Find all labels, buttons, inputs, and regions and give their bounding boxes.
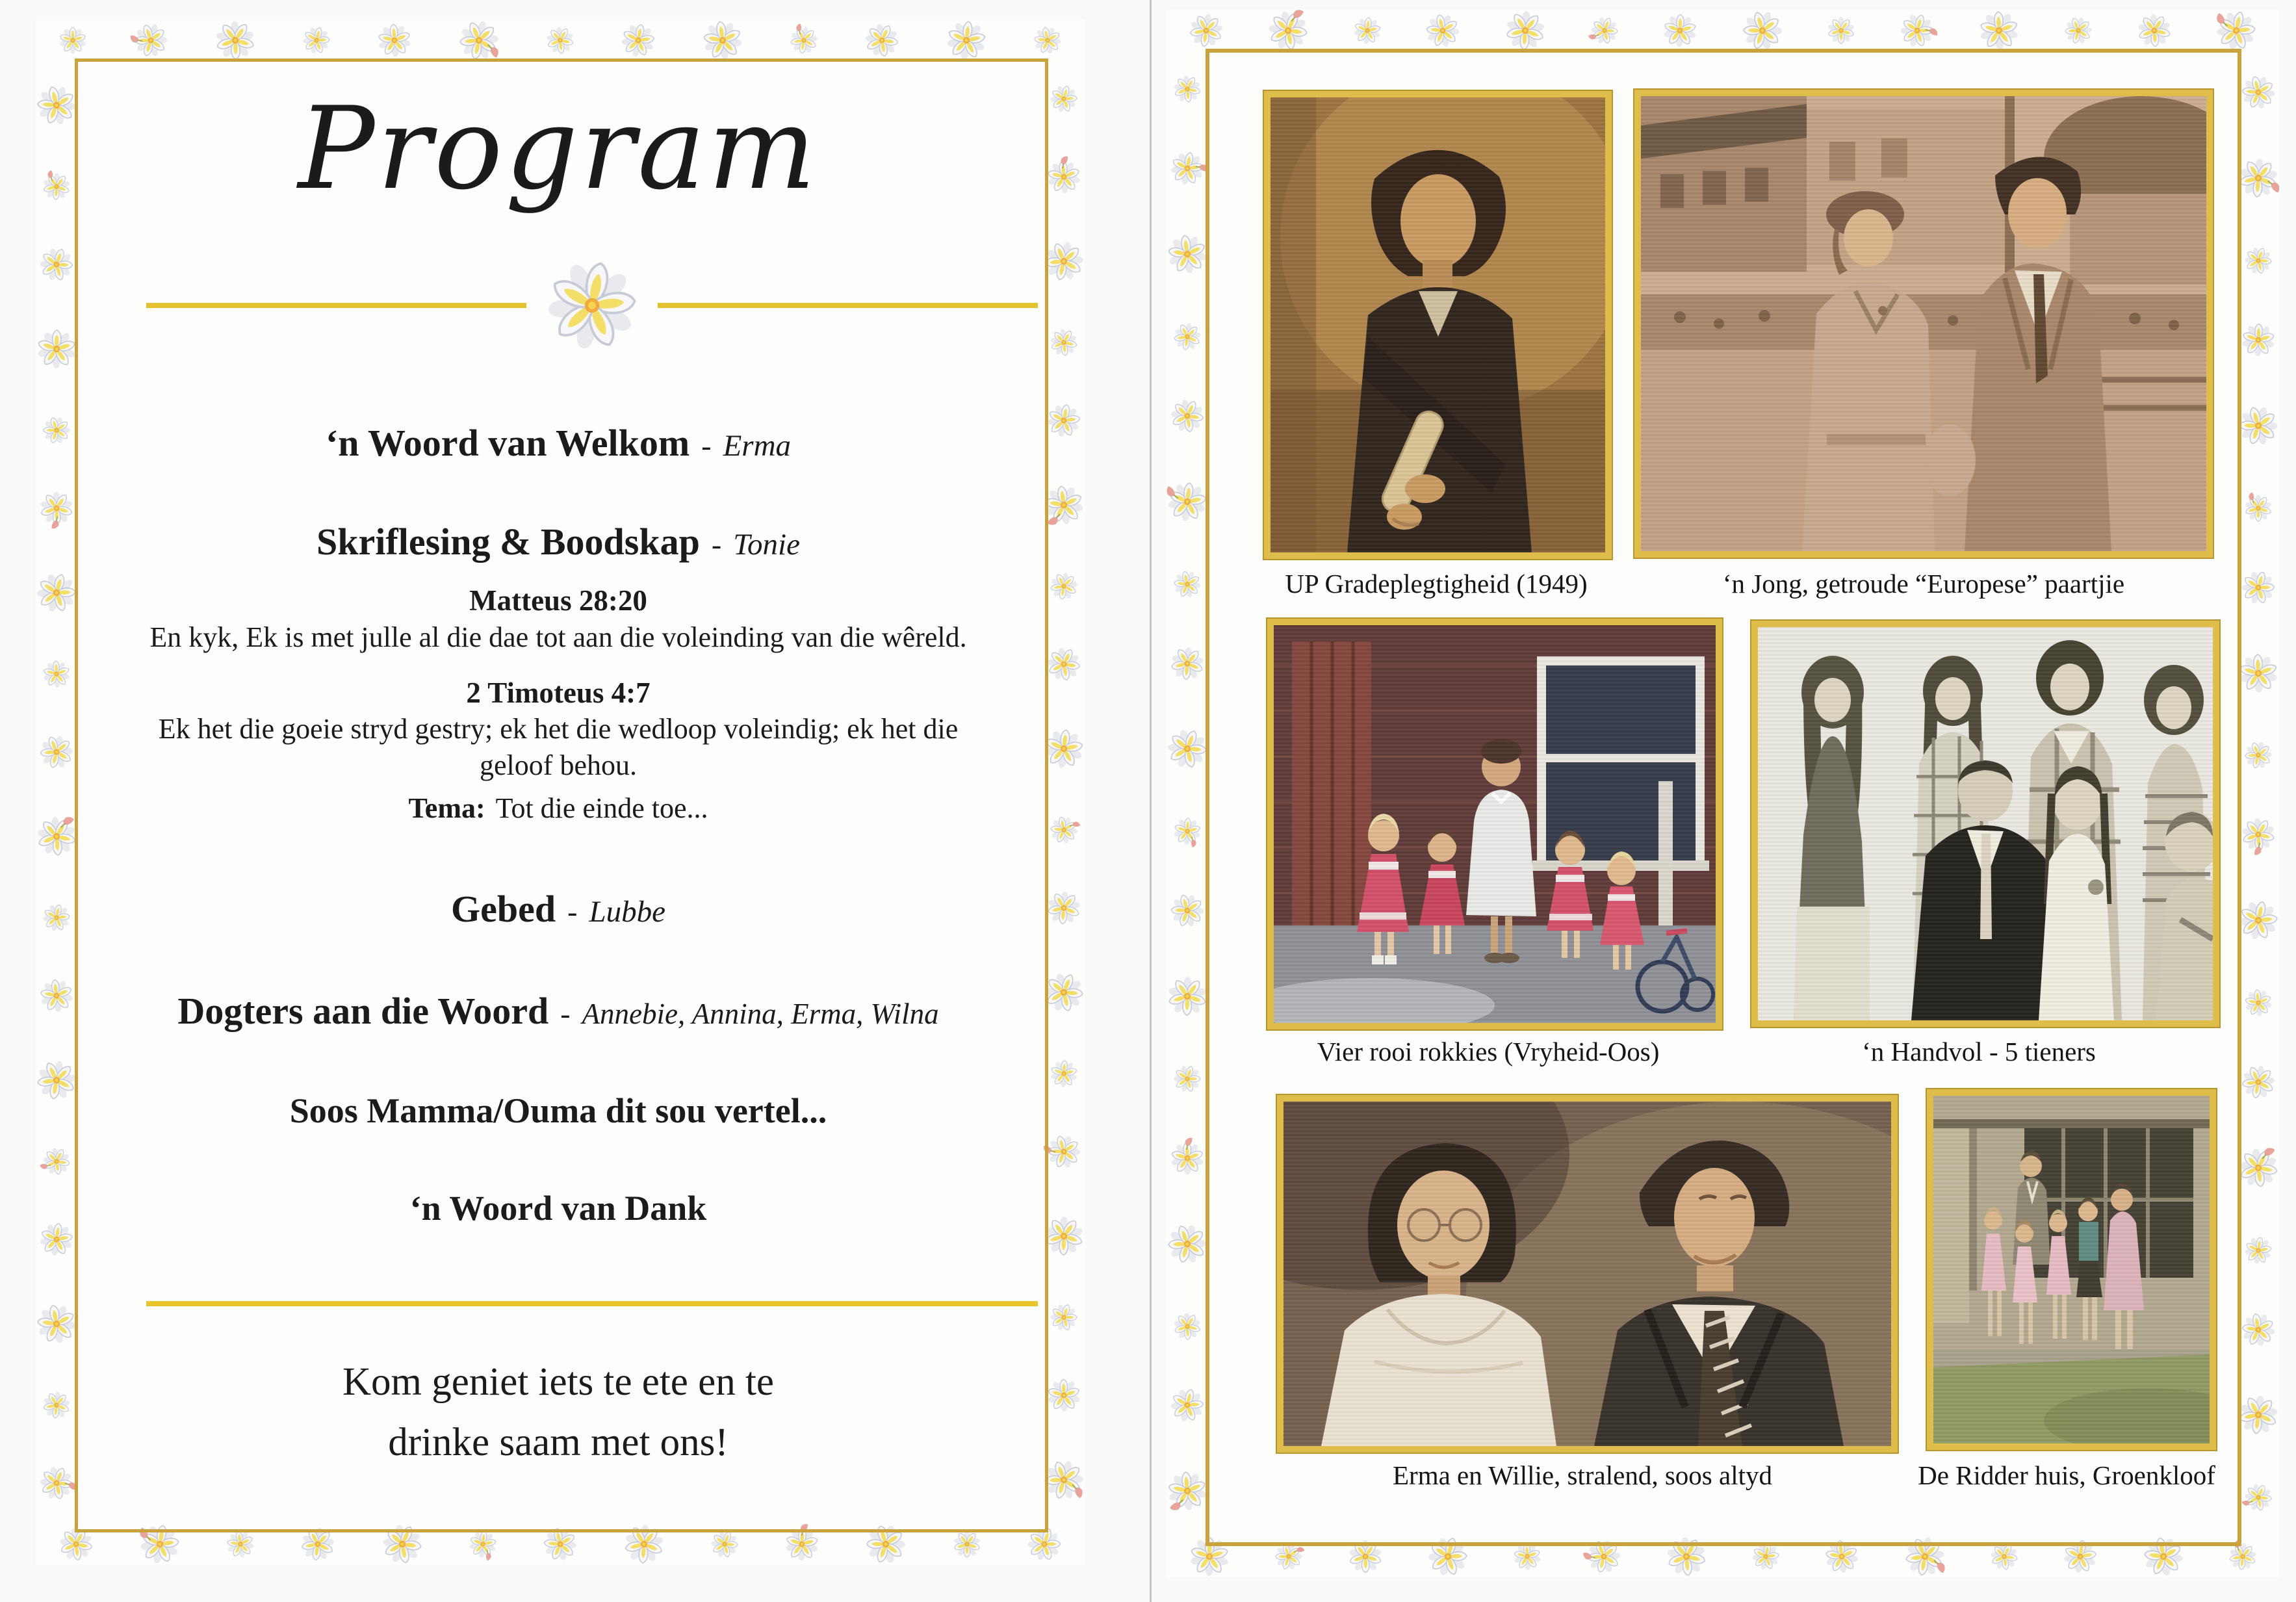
photo-caption: ‘n Jong, getroude “Europese” paartjie	[1722, 569, 2125, 599]
plumeria-flower-icon	[36, 1293, 77, 1354]
border-flower	[620, 22, 656, 58]
tema-label: Tema:	[408, 792, 485, 824]
border-flower	[2240, 569, 2277, 606]
young-married-couple-image	[1641, 96, 2206, 551]
plumeria-flower-icon	[36, 1218, 77, 1260]
border-flower	[42, 659, 71, 689]
plumeria-flower-icon	[1043, 886, 1085, 929]
handful-five-teenagers-image	[1758, 627, 2213, 1020]
border-flower	[2238, 899, 2279, 942]
border-flower	[36, 815, 77, 858]
plumeria-flower-icon	[2238, 1309, 2278, 1350]
border-flower	[36, 328, 77, 370]
de-ridder-house-image	[1933, 1096, 2210, 1443]
border-flower	[2243, 988, 2273, 1018]
plumeria-flower-icon	[1048, 83, 1079, 114]
plumeria-flower-icon	[36, 974, 77, 1017]
plumeria-flower-icon	[2239, 983, 2278, 1023]
item-dash: -	[567, 895, 578, 928]
tema-text: Tot die einde toe...	[495, 792, 708, 824]
border-flower	[38, 490, 75, 526]
plumeria-flower-icon	[2243, 740, 2274, 771]
plumeria-flower-icon	[1043, 1457, 1085, 1501]
border-flower	[1043, 484, 1085, 526]
plumeria-flower-icon	[37, 167, 75, 205]
plumeria-flower-icon	[40, 1388, 73, 1421]
border-flower	[1169, 150, 1206, 187]
plumeria-flower-icon	[1043, 480, 1085, 529]
plumeria-flower-icon	[1167, 229, 1208, 279]
border-flower	[1043, 971, 1085, 1014]
plumeria-flower-icon	[1496, 10, 1555, 51]
item-presenter: Lubbe	[589, 895, 665, 929]
border-flower	[1043, 727, 1085, 770]
floral-border-strip	[36, 19, 1085, 61]
border-flower	[1049, 571, 1079, 601]
border-flower	[1043, 1458, 1085, 1501]
plumeria-flower-icon	[1043, 643, 1084, 684]
border-flower	[1169, 645, 1206, 682]
border-flower	[38, 1221, 75, 1258]
border-flower	[1049, 815, 1079, 845]
border-flower	[36, 1302, 77, 1345]
border-flower	[1267, 10, 1309, 51]
plumeria-flower-icon	[1031, 24, 1064, 57]
plumeria-flower-icon	[2239, 489, 2277, 527]
plumeria-flower-icon	[2238, 1057, 2279, 1107]
border-flower	[1352, 16, 1382, 45]
item-label: Gebed	[451, 888, 556, 930]
plumeria-flower-icon	[1167, 317, 1207, 357]
photo-young-married-couple	[1634, 90, 2213, 558]
border-flower	[1169, 892, 1206, 929]
item-presenter: Tonie	[733, 528, 800, 562]
plumeria-flower-icon	[936, 19, 996, 61]
plumeria-flower-icon	[2239, 321, 2277, 359]
border-flower	[2243, 246, 2273, 276]
plumeria-flower-icon	[456, 19, 502, 61]
plumeria-flower-icon	[1167, 1380, 1208, 1430]
border-flower	[468, 1529, 498, 1559]
border-flower	[38, 977, 75, 1014]
plumeria-flower-icon	[1423, 11, 1463, 51]
border-flower	[42, 903, 71, 933]
border-flower	[226, 1529, 255, 1559]
border-flower	[1741, 10, 1784, 51]
photo-caption: UP Gradeplegtigheid (1949)	[1285, 569, 1588, 599]
plumeria-flower-icon	[1043, 1370, 1085, 1421]
border-flower	[2243, 493, 2273, 523]
border-flower	[1167, 233, 1208, 276]
plumeria-flower-icon	[2059, 11, 2097, 49]
border-flower	[2215, 10, 2258, 51]
plumeria-flower-icon	[36, 813, 77, 860]
plumeria-flower-icon	[36, 482, 77, 533]
plumeria-flower-icon	[1181, 10, 1230, 51]
border-flower	[701, 19, 744, 61]
border-flower	[1172, 74, 1202, 104]
plumeria-flower-icon	[1167, 1217, 1208, 1271]
plumeria-flower-icon	[1346, 10, 1388, 51]
border-flower	[1425, 12, 1461, 49]
border-flower	[2238, 1146, 2279, 1189]
plumeria-flower-icon	[2238, 69, 2279, 116]
border-flower	[952, 1529, 982, 1559]
scripture-text: En kyk, Ek is met julle al die dae tot aan die voleinding van die wêreld.	[149, 621, 967, 653]
border-flower	[2240, 322, 2277, 358]
plumeria-flower-icon	[2129, 10, 2179, 51]
border-flower	[1043, 240, 1085, 283]
border-flower	[302, 25, 331, 55]
item-label: Skriflesing & Boodskap	[316, 521, 700, 563]
plumeria-flower-icon	[1043, 962, 1085, 1022]
plumeria-flower-icon	[298, 21, 336, 59]
border-flower	[58, 25, 88, 55]
photo-erma-and-willie	[1277, 1095, 1898, 1453]
divider-line	[146, 303, 526, 308]
plumeria-flower-icon	[1171, 73, 1204, 106]
plumeria-flower-icon	[1263, 10, 1313, 51]
scripture-reference: 2 Timoteus 4:7	[466, 677, 651, 709]
border-flower	[214, 19, 257, 61]
plumeria-flower-icon	[1892, 10, 1942, 51]
border-flower	[1167, 1222, 1208, 1265]
plumeria-flower-icon	[36, 1458, 77, 1508]
border-flower	[1662, 12, 1698, 49]
program-item-gebed	[78, 887, 1038, 931]
photo-de-ridder-house	[1927, 1089, 2216, 1450]
border-flower	[2063, 16, 2093, 45]
item-presenter: Annebie, Annina, Erma, Wilna	[582, 998, 939, 1030]
border-flower	[1046, 646, 1082, 682]
plumeria-flower-icon	[36, 242, 77, 287]
border-flower	[376, 22, 413, 58]
plumeria-flower-icon	[1168, 812, 1206, 851]
border-flower	[864, 22, 900, 58]
plumeria-flower-icon	[36, 1051, 77, 1108]
plumeria-flower-icon	[2238, 1144, 2279, 1193]
border-flower	[1172, 1064, 1202, 1094]
border-flower	[1899, 12, 1935, 49]
plumeria-flower-icon	[1168, 643, 1207, 683]
border-flower	[2136, 12, 2173, 49]
plumeria-flower-icon	[1043, 235, 1085, 287]
plumeria-flower-icon	[42, 415, 71, 445]
plumeria-flower-icon	[58, 25, 88, 55]
plumeria-flower-icon	[1167, 476, 1208, 526]
plumeria-flower-icon	[36, 75, 77, 135]
plumeria-flower-icon	[1658, 10, 1703, 51]
plumeria-flower-icon	[860, 19, 903, 61]
border-flower	[1049, 328, 1079, 357]
plumeria-flower-icon	[2238, 1386, 2279, 1445]
border-flower	[1049, 1059, 1079, 1089]
plumeria-flower-icon	[2238, 643, 2279, 703]
border-flower	[1172, 816, 1202, 846]
border-flower	[1049, 1302, 1079, 1332]
floral-border-strip	[2238, 51, 2279, 1536]
plumeria-flower-icon	[125, 19, 176, 61]
plumeria-flower-icon	[36, 1141, 77, 1182]
plumeria-flower-icon	[1043, 719, 1085, 778]
plumeria-flower-icon	[1043, 1126, 1085, 1177]
photo-caption: ‘n Handvol - 5 tieners	[1862, 1037, 2096, 1066]
border-flower	[458, 19, 500, 61]
plumeria-flower-icon	[2213, 10, 2260, 51]
erma-and-willie-image	[1283, 1102, 1891, 1446]
border-flower	[2238, 157, 2279, 200]
program-item-dogters	[78, 989, 1038, 1033]
item-dash: -	[701, 429, 712, 462]
closing-divider-rule	[146, 1301, 1038, 1306]
border-flower	[36, 84, 77, 127]
border-flower	[2243, 740, 2273, 770]
border-flower	[2238, 404, 2279, 447]
closing-invitation-line2: drinke saam met ons!	[388, 1421, 729, 1464]
border-flower	[38, 734, 75, 770]
border-flower	[42, 415, 71, 445]
scripture-reference: Matteus 28:20	[469, 584, 647, 617]
plumeria-flower-icon	[617, 19, 660, 61]
border-flower	[1590, 16, 1619, 45]
plumeria-flower-icon	[2238, 895, 2279, 946]
plumeria-flower-icon	[1167, 1133, 1208, 1183]
border-flower	[1167, 1469, 1208, 1512]
plumeria-flower-icon	[543, 257, 641, 354]
border-flower	[42, 1146, 71, 1176]
plumeria-flower-icon	[1167, 888, 1208, 933]
border-flower	[1169, 398, 1206, 434]
closing-invitation-line1: Kom geniet iets te ete en te	[342, 1360, 774, 1404]
border-flower	[1188, 12, 1224, 49]
border-flower	[1978, 10, 2020, 51]
border-flower	[1826, 16, 1856, 45]
item-dash: -	[560, 997, 571, 1030]
border-flower	[1167, 480, 1208, 523]
plumeria-flower-icon	[1043, 565, 1085, 607]
border-flower	[1169, 1140, 1206, 1176]
border-flower	[1046, 890, 1082, 926]
photo-up-graduation	[1264, 91, 1612, 559]
floral-border-strip	[1043, 61, 1085, 1523]
program-item-dank: ‘n Woord van Dank	[409, 1189, 707, 1228]
plumeria-flower-icon	[1167, 1468, 1208, 1515]
border-flower	[1504, 10, 1547, 51]
plumeria-flower-icon	[37, 654, 75, 693]
plumeria-flower-icon	[1733, 10, 1792, 51]
border-flower	[38, 246, 75, 283]
plumeria-flower-icon	[1167, 966, 1208, 1026]
border-flower	[1172, 322, 1202, 352]
border-flower	[1043, 1215, 1085, 1258]
photo-caption: De Ridder huis, Groenkloof	[1918, 1460, 2215, 1490]
plumeria-flower-icon	[209, 19, 262, 61]
plumeria-flower-icon	[2238, 396, 2279, 456]
border-flower	[2240, 816, 2277, 853]
border-flower	[36, 571, 77, 614]
plumeria-flower-icon	[539, 19, 582, 61]
plumeria-flower-icon	[1044, 810, 1084, 849]
four-red-dresses-image	[1274, 625, 1716, 1023]
plumeria-flower-icon	[694, 19, 751, 61]
floral-border-strip	[1167, 10, 2279, 51]
border-flower	[1167, 975, 1208, 1018]
plumeria-flower-icon	[1044, 322, 1084, 362]
up-graduation-image	[1271, 97, 1605, 552]
plumeria-flower-icon	[36, 727, 77, 777]
floral-border-strip	[1167, 51, 1208, 1536]
tema-line	[78, 792, 1038, 825]
border-flower	[2240, 74, 2277, 110]
divider-line	[658, 303, 1038, 308]
plumeria-flower-icon	[1585, 11, 1623, 49]
border-flower	[1046, 402, 1082, 439]
border-flower	[1046, 159, 1082, 195]
flower-divider	[146, 253, 1038, 357]
border-flower	[2240, 1311, 2277, 1348]
plumeria-flower-icon	[2239, 1478, 2278, 1518]
border-flower	[1046, 1377, 1082, 1414]
item-label: ‘n Woord van Welkom	[325, 422, 690, 464]
plumeria-flower-icon	[1167, 563, 1208, 605]
border-flower	[545, 25, 575, 55]
page-scan-seam	[1150, 0, 1152, 1602]
border-flower	[36, 1059, 77, 1102]
plumeria-flower-icon	[1167, 719, 1208, 779]
border-flower	[2243, 1235, 2273, 1265]
plumeria-flower-icon	[534, 248, 650, 363]
plumeria-flower-icon	[1045, 1298, 1083, 1336]
border-flower	[42, 1390, 71, 1420]
program-item-vertel: Soos Mamma/Ouma dit sou vertel...	[289, 1091, 827, 1130]
plumeria-flower-icon	[370, 19, 420, 61]
border-flower	[2238, 1393, 2279, 1436]
plumeria-flower-icon	[1973, 10, 2026, 51]
plumeria-flower-icon	[1167, 143, 1208, 194]
photo-four-red-dresses	[1267, 619, 1722, 1029]
program-item-skriflesing	[78, 520, 1038, 563]
border-flower	[1172, 1311, 1202, 1341]
plumeria-flower-icon	[36, 566, 77, 619]
border-flower	[2240, 1064, 2277, 1100]
border-flower	[789, 25, 819, 55]
plumeria-flower-icon	[1167, 391, 1208, 440]
plumeria-flower-icon	[1043, 151, 1085, 202]
item-label: Dogters aan die Woord	[177, 990, 549, 1032]
plumeria-flower-icon	[1172, 1064, 1202, 1094]
scripture-text: geloof behou.	[480, 749, 637, 781]
plumeria-flower-icon	[1168, 1307, 1206, 1345]
border-flower	[2238, 652, 2279, 695]
photo-caption: Vier rooi rokkies (Vryheid-Oos)	[1317, 1037, 1660, 1066]
item-presenter: Erma	[723, 429, 792, 463]
border-flower	[42, 172, 71, 201]
border-flower	[1046, 1133, 1082, 1170]
plumeria-flower-icon	[2238, 809, 2279, 860]
program-item-welcome	[78, 421, 1038, 465]
plumeria-flower-icon	[1826, 16, 1856, 45]
border-flower	[1049, 84, 1079, 114]
floral-border-strip	[36, 61, 77, 1523]
photo-caption: Erma en Willie, stralend, soos altyd	[1393, 1460, 1772, 1490]
border-flower	[945, 19, 988, 61]
item-dash: -	[711, 528, 722, 561]
scripture-text: Ek het die goeie stryd gestry; ek het die wedloop voleindig; ek het die	[158, 713, 959, 745]
border-flower	[2243, 1482, 2273, 1512]
plumeria-flower-icon	[1043, 1209, 1085, 1263]
border-flower	[1167, 727, 1208, 770]
border-flower	[1033, 25, 1063, 55]
plumeria-flower-icon	[709, 1529, 740, 1560]
plumeria-flower-icon	[1043, 395, 1085, 445]
border-flower	[1172, 569, 1202, 599]
plumeria-flower-icon	[2238, 152, 2279, 204]
plumeria-flower-icon	[36, 318, 77, 378]
border-flower	[1169, 1387, 1206, 1423]
photo-handful-five-teenagers	[1751, 621, 2219, 1027]
plumeria-flower-icon	[2238, 564, 2279, 610]
border-flower	[133, 22, 169, 58]
page-title: Program	[298, 83, 819, 215]
plumeria-flower-icon	[36, 896, 77, 938]
plumeria-flower-icon	[2238, 1229, 2279, 1271]
plumeria-flower-icon	[1048, 1057, 1079, 1089]
border-flower	[38, 1465, 75, 1501]
plumeria-flower-icon	[784, 20, 824, 60]
plumeria-flower-icon	[2238, 240, 2279, 282]
border-flower	[710, 1529, 740, 1559]
